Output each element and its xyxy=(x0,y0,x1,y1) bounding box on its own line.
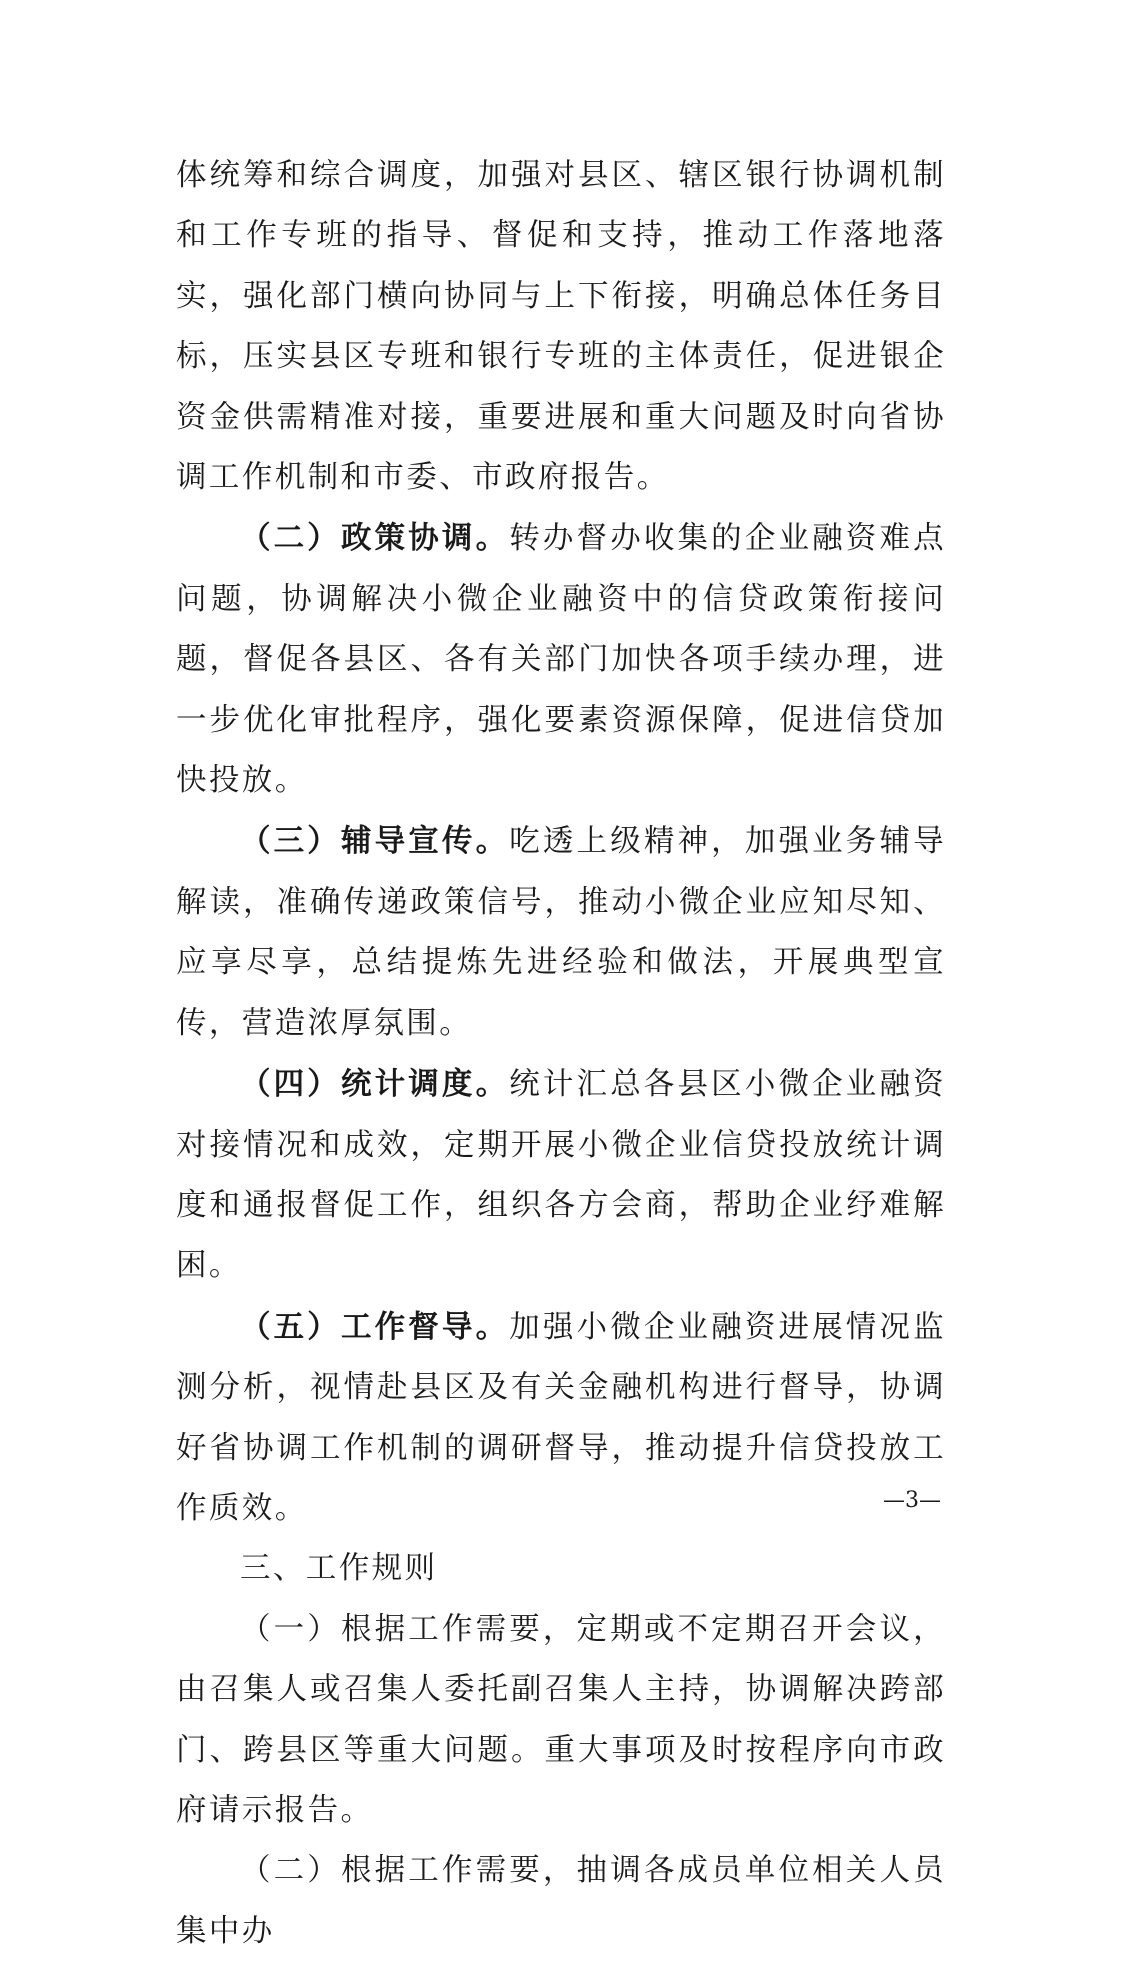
item-body: 转办督办收集的企业融资难点问题，协调解决小微企业融资中的信贷政策衔接问题，督促各县区、各有关部门加快各项手续办理，进一步优化审批程序，强化要素资源保障，促进信贷加快投放。 xyxy=(176,521,947,799)
item-policy-coordination xyxy=(176,508,946,811)
section-title-work-rules: 三、工作规则 xyxy=(240,1551,438,1587)
item-work-supervision xyxy=(176,1297,946,1540)
item-heading: （四）统计调度。 xyxy=(240,1066,510,1103)
item-guidance-publicity xyxy=(176,811,946,1054)
item-body: 加强小微企业融资进展情况监测分析，视情赴县区及有关金融机构进行督导，协调好省协调工作机制的调研督导，推动提升信贷投放工作质效。 xyxy=(176,1309,947,1526)
item-body: 吃透上级精神，加强业务辅导解读，准确传递政策信号，推动小微企业应知尽知、应享尽享，总结提炼先进经验和做法，开展典型宣传，营造浓厚氛围。 xyxy=(176,824,947,1041)
item-statistics-dispatch xyxy=(176,1054,946,1297)
item-heading: （五）工作督导。 xyxy=(240,1308,510,1345)
continuation-paragraph: 体统筹和综合调度，加强对县区、辖区银行协调机制和工作专班的指导、督促和支持，推动工作落地落实，强化部门横向协同与上下衔接，明确总体任务目标，压实县区专班和银行专班的主体责任，促进银企资金供需精准对接，重要进展和重大问题及时向省协调工作机制和市委、市政府报告。 xyxy=(176,158,946,496)
rule-paragraph-2: （二）根据工作需要，抽调各成员单位相关人员集中办 xyxy=(176,1853,946,1949)
item-body: 统计汇总各县区小微企业融资对接情况和成效，定期开展小微企业信贷投放统计调度和通报督促工作，组织各方会商，帮助企业纾难解困。 xyxy=(176,1067,947,1284)
rule-paragraph-1: （一）根据工作需要，定期或不定期召开会议，由召集人或召集人委托副召集人主持，协调解决跨部门、跨县区等重大问题。重大事项及时按程序向市政府请示报告。 xyxy=(176,1611,946,1828)
item-heading: （三）辅导宣传。 xyxy=(240,823,510,860)
page-number: —3— xyxy=(883,1488,941,1513)
document-body xyxy=(176,146,946,1962)
item-heading: （二）政策协调。 xyxy=(240,520,510,557)
